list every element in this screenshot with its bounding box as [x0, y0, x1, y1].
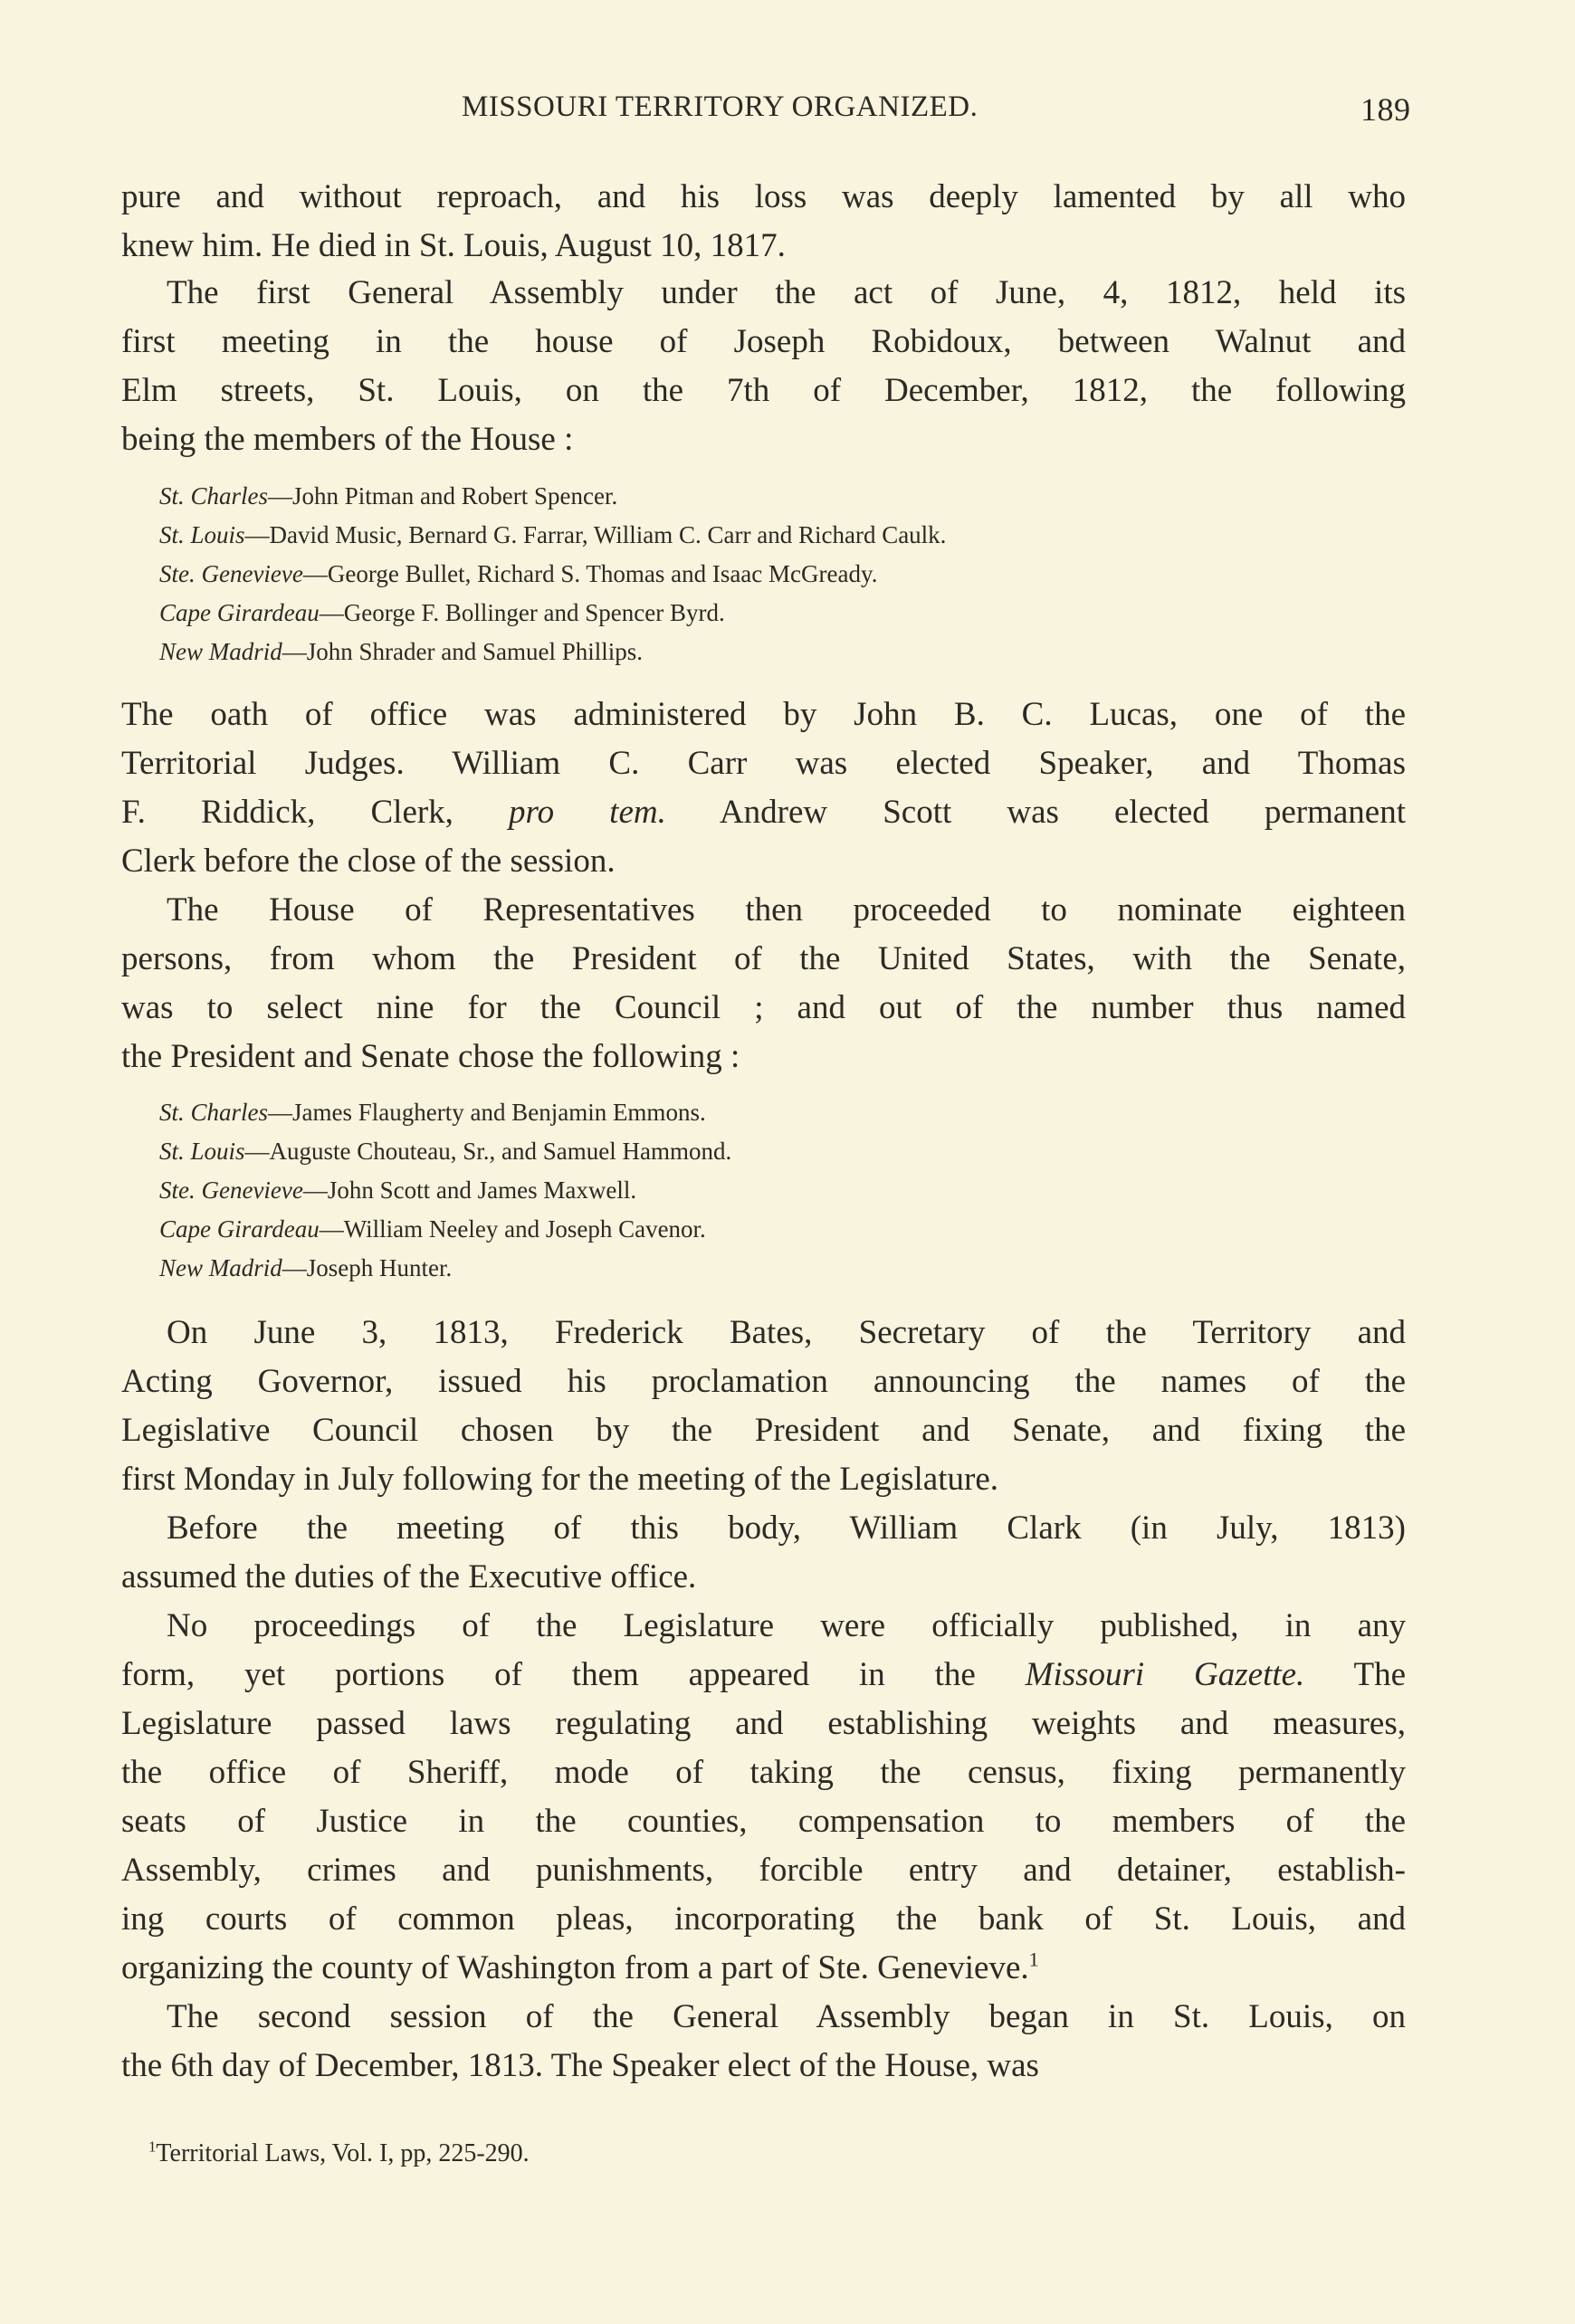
county-name: Cape Girardeau: [159, 1215, 320, 1243]
text-run: The: [1304, 1656, 1407, 1693]
text-run: The second session of the General Assembly began in St. Louis, on: [167, 1998, 1406, 2035]
text-line: [121, 1455, 1406, 1504]
text-line: [121, 984, 1406, 1033]
text-run: Andrew Scott was elected permanent: [665, 794, 1407, 831]
text-line: [121, 1033, 1406, 1081]
text-run: Elm streets, St. Louis, on the 7th of December, 1812, the following: [121, 372, 1406, 409]
text-run: the office of Sheriff, mode of taking the census, fixing permanently: [121, 1754, 1406, 1791]
text-line: [121, 222, 1406, 271]
member-names: —George F. Bollinger and Spencer Byrd.: [319, 599, 725, 626]
text-line: [121, 1846, 1406, 1895]
text-run: On June 3, 1813, Frederick Bates, Secretary of the Territory and: [167, 1314, 1406, 1351]
text-line: [121, 837, 1406, 886]
text-run: assumed the duties of the Executive office.: [121, 1558, 697, 1595]
text-run: the President and Senate chose the following :: [121, 1038, 740, 1075]
text-line: [121, 318, 1406, 367]
county-name: St. Charles: [159, 482, 269, 510]
member-list-item: [159, 1249, 731, 1288]
paragraph: [121, 1602, 1406, 1993]
member-list-item: [159, 477, 946, 516]
text-run: The oath of office was administered by John B. C. Lucas, one of the: [121, 696, 1406, 733]
text-line: [121, 886, 1406, 935]
text-run: Acting Governor, issued his proclamation announcing the names of the: [121, 1363, 1406, 1400]
running-header: [0, 90, 1575, 136]
italic-text: pro tem.: [509, 794, 666, 831]
text-run: The first General Assembly under the act of June, 4, 1812, held its: [167, 274, 1406, 311]
text-run: pure and without reproach, and his loss was deeply lamented by all who: [121, 178, 1406, 215]
county-name: St. Louis: [159, 1138, 245, 1165]
member-names: —James Flaugherty and Benjamin Emmons.: [268, 1099, 706, 1126]
member-names: —John Pitman and Robert Spencer.: [268, 482, 618, 510]
text-run: The House of Representatives then proceeded to nominate eighteen: [167, 891, 1406, 929]
text-run: Assembly, crimes and punishments, forcible entry and detainer, establish-: [121, 1852, 1406, 1889]
member-list-item: [159, 633, 946, 671]
text-run: Before the meeting of this body, William Clark (in July, 1813): [167, 1510, 1406, 1547]
member-names: —Joseph Hunter.: [282, 1254, 453, 1281]
text-line: [121, 691, 1406, 739]
text-line: [121, 935, 1406, 984]
text-line: [121, 1602, 1406, 1651]
text-run: Legislature passed laws regulating and establishing weights and measures,: [121, 1705, 1406, 1742]
text-run: F. Riddick, Clerk,: [121, 794, 510, 831]
italic-text: Missouri Gazette.: [1025, 1656, 1305, 1693]
text-line: [121, 1309, 1406, 1357]
footnote: [148, 2139, 530, 2168]
text-line: [121, 415, 1406, 464]
text-line: [121, 739, 1406, 788]
footnote-text: Territorial Laws, Vol. I, pp, 225-290.: [156, 2139, 530, 2167]
text-line: [121, 2042, 1406, 2091]
member-names: —William Neeley and Joseph Cavenor.: [319, 1215, 706, 1243]
text-line: [121, 1748, 1406, 1797]
member-names: —Auguste Chouteau, Sr., and Samuel Hammond.: [244, 1138, 732, 1165]
county-name: St. Louis: [159, 521, 245, 548]
text-run: Territorial Judges. William C. Carr was elected Speaker, and Thomas: [121, 745, 1406, 782]
member-list-item: [159, 1093, 731, 1132]
text-line: [121, 1406, 1406, 1455]
text-run: knew him. He died in St. Louis, August 10, 1817.: [121, 227, 786, 264]
member-list-item: [159, 516, 946, 555]
text-line: [121, 173, 1406, 222]
text-run: persons, from whom the President of the United States, with the Senate,: [121, 940, 1406, 977]
text-line: [121, 788, 1406, 837]
text-line: [121, 1944, 1406, 1993]
text-line: [121, 1700, 1406, 1748]
text-run: being the members of the House :: [121, 421, 574, 458]
county-name: New Madrid: [159, 638, 282, 665]
text-line: [121, 1357, 1406, 1406]
paragraph: [121, 886, 1406, 1081]
county-name: St. Charles: [159, 1099, 269, 1126]
text-line: [121, 269, 1406, 318]
text-line: [121, 1993, 1406, 2042]
member-list-item: [159, 1210, 731, 1249]
footnote-marker: 1: [148, 2138, 157, 2156]
text-run: was to select nine for the Council ; and out of the number thus named: [121, 989, 1406, 1026]
house-members-list: [159, 477, 946, 671]
member-list-item: [159, 1132, 731, 1171]
text-line: [121, 1797, 1406, 1846]
paragraph: [121, 1504, 1406, 1602]
member-list-item: [159, 555, 946, 594]
member-names: —George Bullet, Richard S. Thomas and Isaac McGready.: [302, 560, 878, 587]
member-list-item: [159, 594, 946, 633]
paragraph: [121, 269, 1406, 464]
text-line: [121, 1553, 1406, 1602]
paragraph: [121, 1309, 1406, 1504]
text-run: No proceedings of the Legislature were officially published, in any: [167, 1607, 1406, 1644]
text-run: Clerk before the close of the session.: [121, 843, 616, 880]
text-line: [121, 1895, 1406, 1944]
text-run: seats of Justice in the counties, compensation to members of the: [121, 1803, 1406, 1840]
county-name: New Madrid: [159, 1254, 282, 1281]
county-name: Ste. Genevieve: [159, 1176, 303, 1204]
text-run: first Monday in July following for the meeting of the Legislature.: [121, 1461, 998, 1498]
text-run: first meeting in the house of Joseph Robidoux, between Walnut and: [121, 323, 1406, 360]
member-list-item: [159, 1171, 731, 1210]
text-line: [121, 367, 1406, 415]
paragraph: [121, 173, 1406, 271]
text-run: ing courts of common pleas, incorporating the bank of St. Louis, and: [121, 1900, 1406, 1938]
page-number: 189: [1360, 91, 1411, 128]
text-line: [121, 1504, 1406, 1553]
paragraph: [121, 1993, 1406, 2091]
county-name: Ste. Genevieve: [159, 560, 303, 587]
text-line: [121, 1651, 1406, 1700]
text-run: the 6th day of December, 1813. The Speaker elect of the House, was: [121, 2047, 1039, 2084]
text-run: organizing the county of Washington from a part of Ste. Genevieve.: [121, 1949, 1029, 1986]
footnote-reference: 1: [1028, 1948, 1039, 1971]
member-names: —John Scott and James Maxwell.: [302, 1176, 637, 1204]
county-name: Cape Girardeau: [159, 599, 320, 626]
paragraph: [121, 691, 1406, 886]
running-title: MISSOURI TERRITORY ORGANIZED.: [462, 90, 978, 123]
text-run: form, yet portions of them appeared in the: [121, 1656, 1026, 1693]
text-run: Legislative Council chosen by the President and Senate, and fixing the: [121, 1412, 1406, 1449]
council-members-list: [159, 1093, 731, 1288]
member-names: —David Music, Bernard G. Farrar, William C. Carr and Richard Caulk.: [244, 521, 947, 548]
member-names: —John Shrader and Samuel Phillips.: [282, 638, 643, 665]
